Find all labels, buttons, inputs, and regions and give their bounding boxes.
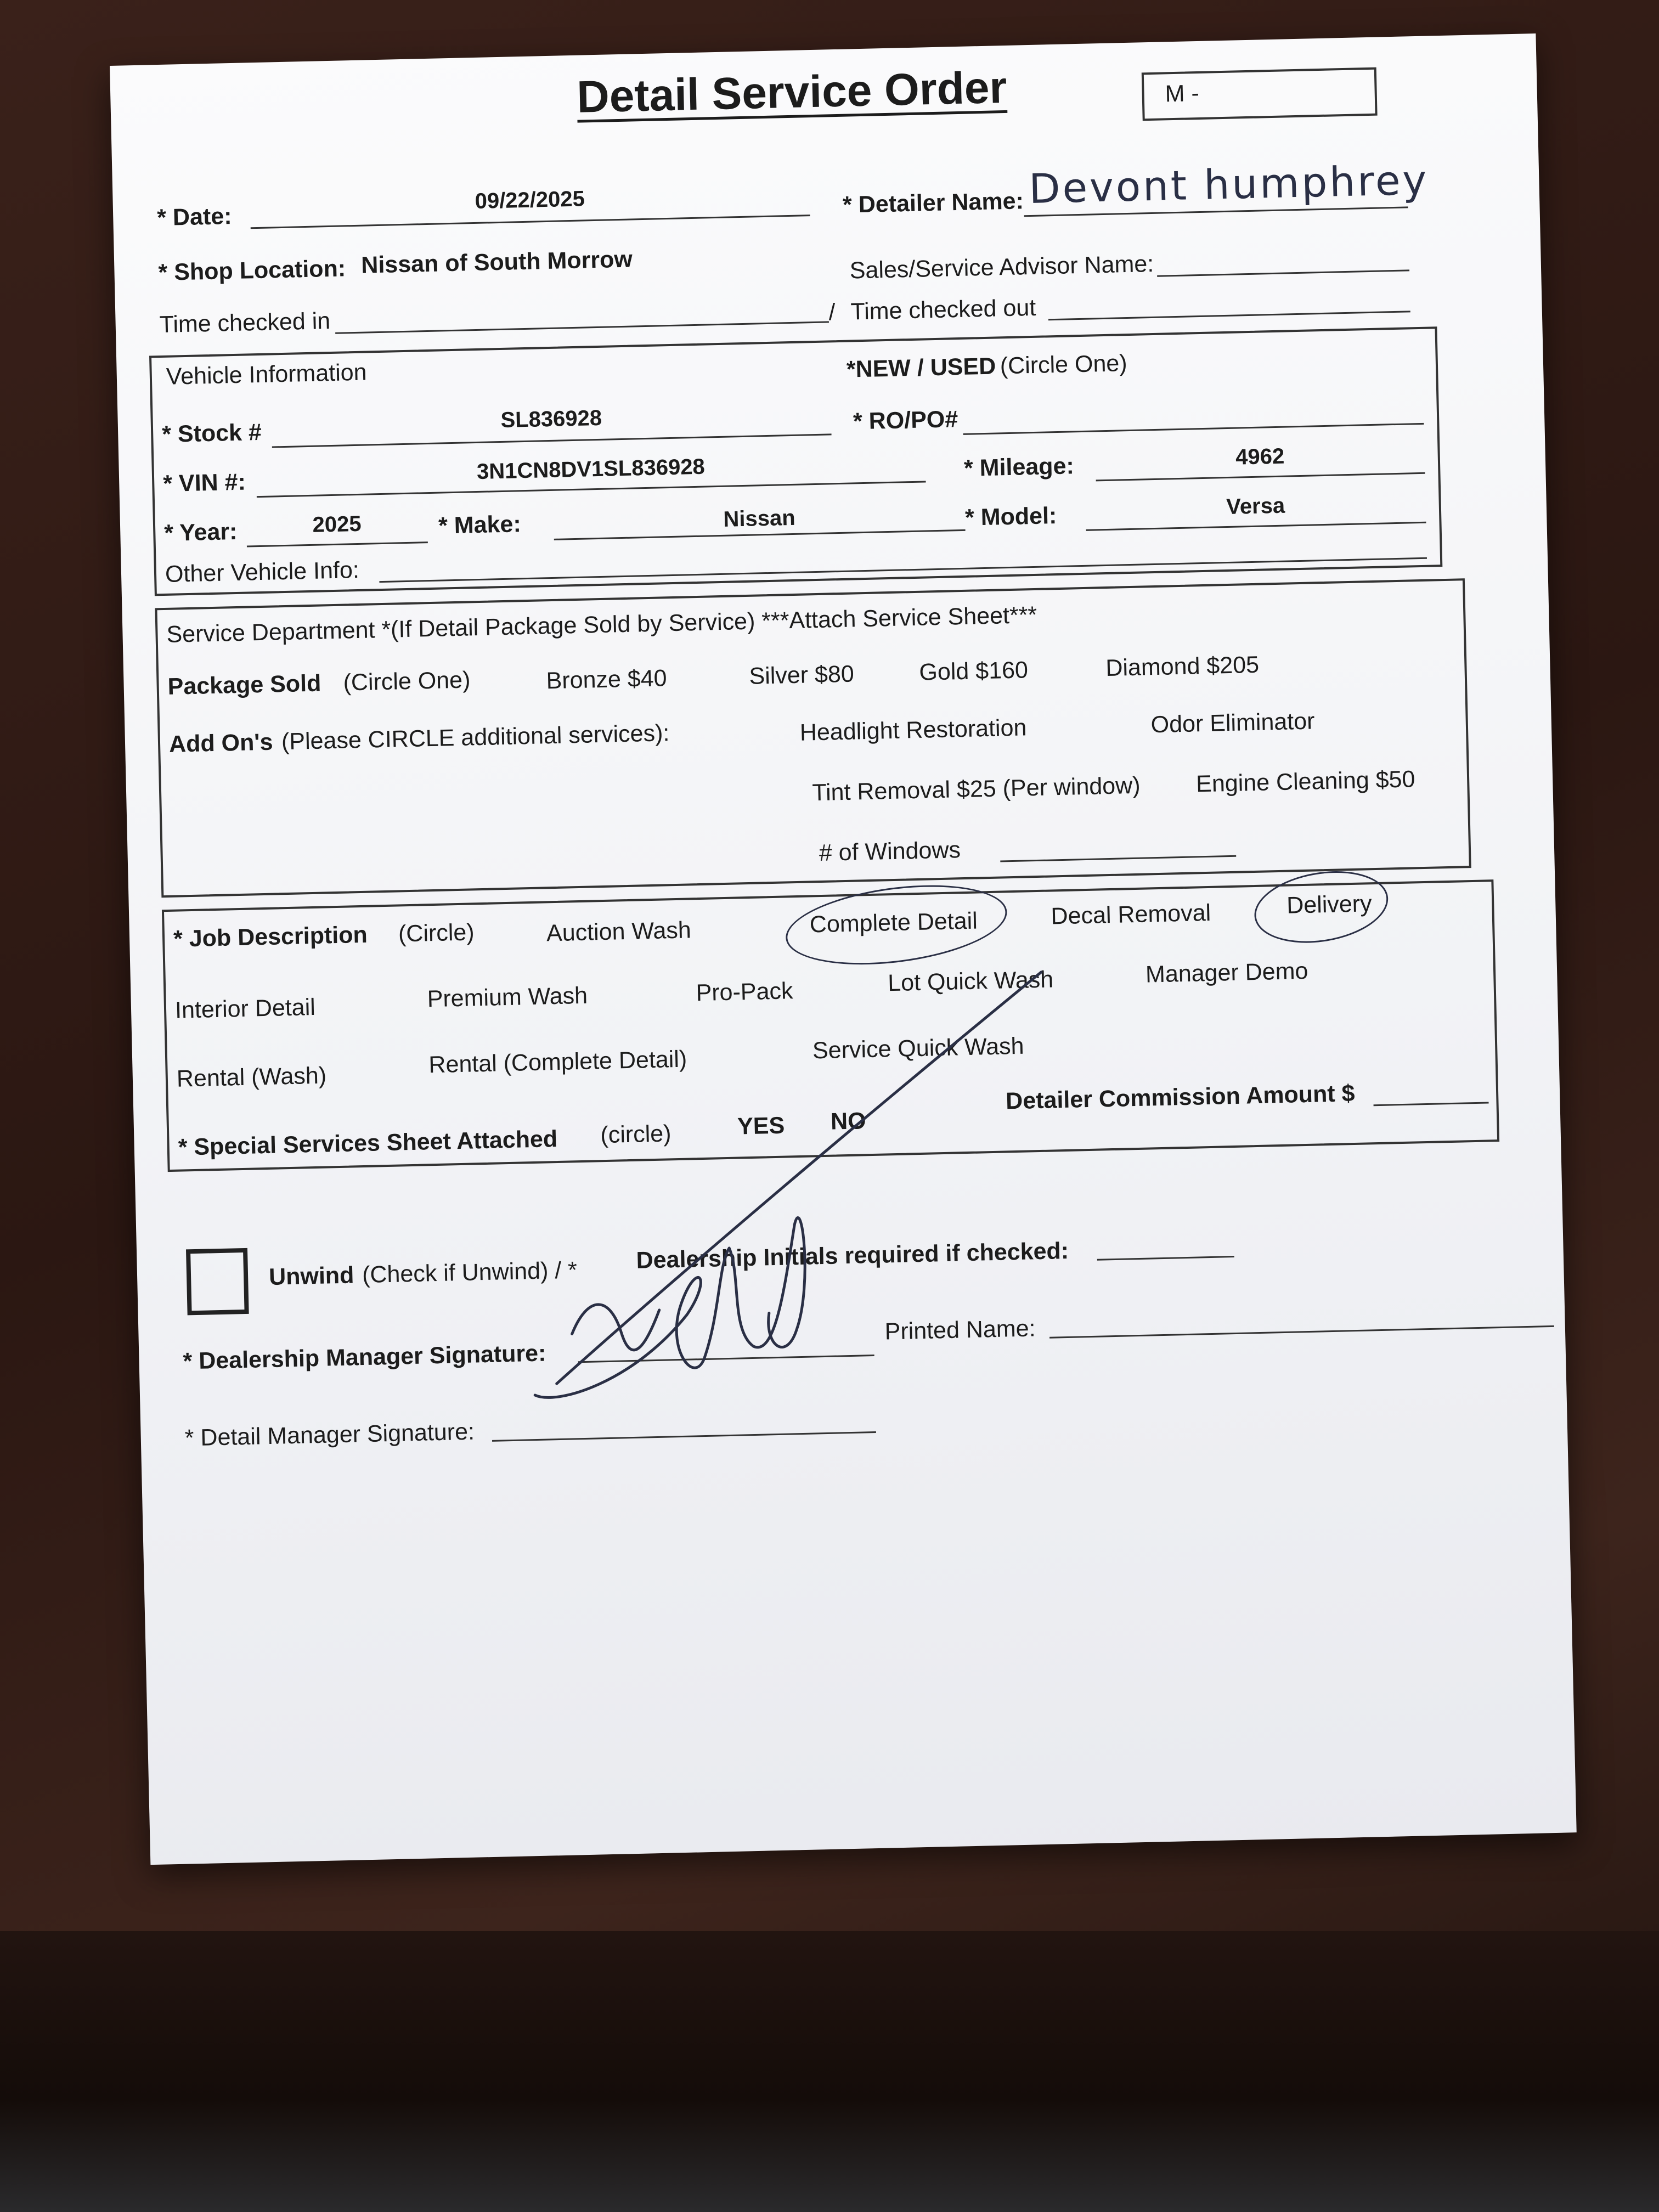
dealership-initials-label: Dealership Initials required if checked: bbox=[636, 1237, 1069, 1274]
addon-engine-cleaning: Engine Cleaning $50 bbox=[1195, 766, 1415, 798]
unwind-hint: (Check if Unwind) / * bbox=[362, 1257, 578, 1289]
special-services-no: NO bbox=[830, 1108, 867, 1135]
date-value: 09/22/2025 bbox=[475, 187, 585, 213]
job-delivery: Delivery bbox=[1286, 890, 1373, 919]
job-description-label: * Job Description bbox=[173, 921, 368, 952]
job-auction-wash: Auction Wash bbox=[546, 917, 692, 947]
addon-odor-eliminator: Odor Eliminator bbox=[1150, 708, 1315, 738]
model-value: Versa bbox=[1226, 493, 1285, 520]
commission-amount-label: Detailer Commission Amount $ bbox=[1005, 1080, 1355, 1115]
shop-location-label: * Shop Location: bbox=[158, 255, 346, 286]
detailer-name-label: * Detailer Name: bbox=[842, 188, 1024, 218]
job-complete-detail: Complete Detail bbox=[809, 907, 978, 938]
time-separator: / bbox=[828, 299, 836, 326]
make-label: * Make: bbox=[438, 511, 522, 539]
job-pro-pack: Pro-Pack bbox=[696, 978, 793, 1007]
date-label: * Date: bbox=[156, 203, 233, 232]
new-used-hint: (Circle One) bbox=[1000, 350, 1128, 380]
mileage-label: * Mileage: bbox=[963, 453, 1075, 482]
special-services-hint: (circle) bbox=[600, 1120, 672, 1149]
job-decal-removal: Decal Removal bbox=[1051, 899, 1211, 930]
package-gold: Gold $160 bbox=[918, 657, 1029, 686]
vin-value: 3N1CN8DV1SL836928 bbox=[476, 454, 706, 484]
package-bronze: Bronze $40 bbox=[546, 665, 668, 695]
advisor-name-label: Sales/Service Advisor Name: bbox=[849, 250, 1154, 284]
job-interior-detail: Interior Detail bbox=[174, 994, 316, 1024]
detail-service-order-sheet bbox=[110, 33, 1577, 1865]
package-sold-hint: (Circle One) bbox=[343, 667, 471, 696]
package-diamond: Diamond $205 bbox=[1105, 651, 1260, 682]
job-manager-demo: Manager Demo bbox=[1145, 957, 1308, 988]
job-premium-wash: Premium Wash bbox=[427, 982, 588, 1013]
detail-manager-signature-label: * Detail Manager Signature: bbox=[184, 1418, 475, 1452]
add-ons-hint: (Please CIRCLE additional services): bbox=[281, 720, 670, 755]
stock-value: SL836928 bbox=[500, 405, 602, 432]
job-service-quick-wash: Service Quick Wash bbox=[812, 1032, 1025, 1064]
job-rental-complete-detail: Rental (Complete Detail) bbox=[428, 1046, 687, 1079]
add-ons-label: Add On's bbox=[168, 729, 273, 758]
vehicle-info-heading: Vehicle Information bbox=[166, 359, 368, 390]
job-lot-quick-wash: Lot Quick Wash bbox=[887, 966, 1054, 997]
form-title: Detail Service Order bbox=[576, 62, 1008, 122]
new-used-label: *NEW / USED bbox=[846, 353, 996, 383]
dealership-manager-signature-label: * Dealership Manager Signature: bbox=[183, 1340, 546, 1375]
vin-label: * VIN #: bbox=[162, 469, 246, 497]
package-sold-label: Package Sold bbox=[167, 670, 321, 700]
year-label: * Year: bbox=[163, 518, 238, 546]
service-department-heading: Service Department *(If Detail Package Sold by Service) ***Attach Service Sheet*** bbox=[166, 601, 1037, 648]
printed-name-label: Printed Name: bbox=[884, 1315, 1036, 1345]
unwind-label: Unwind bbox=[268, 1262, 354, 1290]
special-services-yes: YES bbox=[737, 1112, 785, 1140]
time-checked-in-label: Time checked in bbox=[159, 308, 331, 338]
table-surface bbox=[0, 1931, 1659, 2212]
ro-po-label: * RO/PO# bbox=[853, 406, 958, 435]
year-value: 2025 bbox=[312, 511, 362, 537]
job-description-hint: (Circle) bbox=[398, 919, 475, 947]
handwritten-signature bbox=[110, 33, 1570, 1547]
stock-label: * Stock # bbox=[161, 419, 262, 448]
package-silver: Silver $80 bbox=[749, 661, 855, 690]
make-value: Nissan bbox=[723, 505, 796, 532]
detailer-name-value: Devont humphrey bbox=[1028, 156, 1430, 213]
windows-count-label: # of Windows bbox=[819, 837, 961, 867]
job-rental-wash: Rental (Wash) bbox=[176, 1062, 327, 1092]
shop-location-value: Nissan of South Morrow bbox=[360, 246, 633, 279]
order-number-label: M - bbox=[1165, 80, 1200, 108]
special-services-label: * Special Services Sheet Attached bbox=[178, 1125, 558, 1161]
other-vehicle-info-label: Other Vehicle Info: bbox=[165, 556, 360, 588]
model-label: * Model: bbox=[964, 503, 1057, 531]
time-checked-out-label: Time checked out bbox=[850, 294, 1036, 325]
addon-headlight-restoration: Headlight Restoration bbox=[799, 714, 1027, 746]
mileage-value: 4962 bbox=[1235, 444, 1285, 470]
addon-tint-removal: Tint Removal $25 (Per window) bbox=[811, 772, 1141, 806]
